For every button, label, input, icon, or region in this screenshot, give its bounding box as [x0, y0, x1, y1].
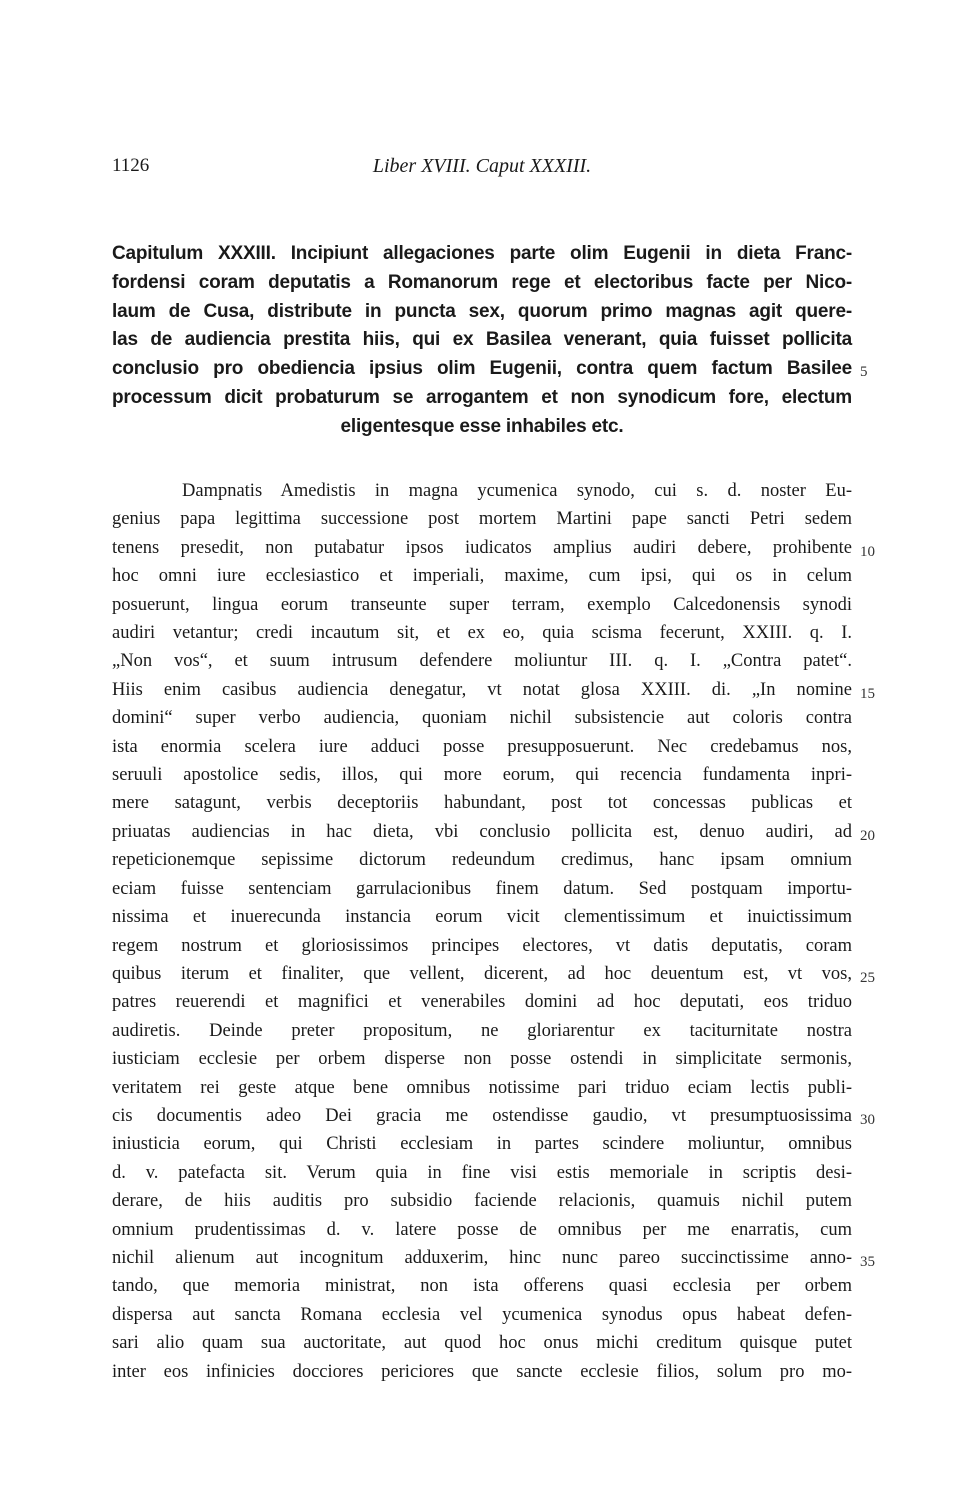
summary-line-wrap	[112, 355, 868, 384]
summary-line: las de audiencia prestita hiis, qui ex Basilea venerant, quia fuisset pollicita	[112, 329, 852, 351]
body-text	[112, 477, 875, 1386]
summary-line: Capitulum XXXIII. Incipiunt allegaciones parte olim Eugenii in dieta Franc-	[112, 243, 852, 264]
margin-line-number: 35	[860, 1253, 875, 1270]
summary-line: conclusio pro obediencia ipsius olim Eugenii, contra quem factum Basilee	[112, 358, 852, 380]
body-line-wrap	[112, 534, 875, 562]
margin-line-number: 15	[860, 685, 875, 702]
page-header	[112, 155, 852, 181]
summary-line: laum de Cusa, distribute in puncta sex, quorum primo magnas agit quere-	[112, 300, 852, 322]
body-line: nissima et inuerecunda instancia eorum vicit clementissimum et inuictissimum	[112, 907, 852, 928]
body-line: genius papa legittima successione post mortem Martini pape sancti Petri sedem	[112, 509, 852, 530]
body-line: audiri vetantur; credi incautum sit, et ex eo, quia scisma fecerunt, XXIII. q. I.	[112, 623, 852, 644]
body-line: iniusticia eorum, qui Christi ecclesiam in partes scindere moliuntur, omnibus	[112, 1134, 852, 1155]
body-line: dispersa aut sancta Romana ecclesia vel ycumenica synodus opus habeat defen-	[112, 1304, 852, 1325]
summary-line: fordensi coram deputatis a Romanorum rege et electoribus facte per Nico-	[112, 271, 852, 293]
body-line: priuatas audiencias in hac dieta, vbi conclusio pollicita est, denuo audiri, ad	[112, 821, 852, 842]
body-line: posuerunt, lingua eorum transeunte super terram, exemplo Calcedonensis synodi	[112, 594, 852, 615]
margin-line-number: 20	[860, 827, 875, 844]
body-line: omnium prudentissimas d. v. latere posse de omnibus per me enarratis, cum	[112, 1219, 852, 1240]
body-line: regem nostrum et gloriosissimos principes electores, vt datis deputatis, coram	[112, 935, 852, 956]
margin-line-number: 30	[860, 1111, 875, 1128]
margin-line-number: 5	[860, 364, 868, 381]
body-line: veritatem rei geste atque bene omnibus notissime pari triduo eciam lectis publi-	[112, 1077, 852, 1098]
body-line: repeticionemque sepissime dictorum redeundum credimus, hanc ipsam omnium	[112, 850, 852, 871]
body-line: eciam fuisse sentenciam garrulacionibus finem datum. Sed postquam importu-	[112, 878, 852, 899]
body-line: Hiis enim casibus audiencia denegatur, vt notat glosa XXIII. di. „In nomine	[112, 679, 852, 700]
margin-line-number: 25	[860, 969, 875, 986]
body-line-wrap	[112, 1244, 875, 1272]
body-line: seruuli apostolice sedis, illos, qui more eorum, qui recencia fundamenta inpri-	[112, 765, 852, 786]
chapter-summary	[112, 240, 868, 442]
body-line: derare, de hiis auditis pro subsidio faciende relacionis, quamuis nichil putem	[112, 1191, 852, 1212]
body-line: cis documentis adeo Dei gracia me ostendisse gaudio, vt presumptuosissima	[112, 1105, 852, 1126]
body-line: nichil alienum aut incognitum adduxerim, hinc nunc pareo succinctissime anno-	[112, 1247, 852, 1268]
body-line: audiretis. Deinde preter propositum, ne gloriarentur ex taciturnitate nostra	[112, 1020, 852, 1041]
body-line: tando, que memoria ministrat, non ista offerens quasi ecclesia per orbem	[112, 1276, 852, 1297]
body-line: patres reuerendi et magnifici et venerabiles domini ad hoc deputati, eos triduo	[112, 992, 852, 1013]
body-line: d. v. patefacta sit. Verum quia in fine visi estis memoriale in scriptis desi-	[112, 1162, 852, 1183]
body-line: hoc omni iure ecclesiastico et imperiali, maxime, cum ipsi, qui os in celum	[112, 566, 852, 587]
summary-line: eligentesque esse inhabiles etc.	[340, 415, 624, 437]
margin-line-number: 10	[860, 543, 875, 560]
page-number: 1126	[112, 155, 150, 176]
body-line-wrap	[112, 1102, 875, 1130]
body-line: ista enormia scelera iure adduci posse presupposuerunt. Nec credebamus nos,	[112, 736, 852, 757]
body-line-wrap	[112, 676, 875, 704]
body-line: inter eos infinicies docciores periciores que sancte ecclesie filios, solum pro mo-	[112, 1361, 852, 1382]
running-title: Liber XVIII. Caput XXXIII.	[372, 155, 592, 177]
body-line-wrap	[112, 960, 875, 988]
body-line: domini“ super verbo audiencia, quoniam nichil subsistencie aut coloris contra	[112, 708, 852, 729]
body-line-wrap	[112, 818, 875, 846]
body-line: „Non vos“, et suum intrusum defendere moliuntur III. q. I. „Contra patet“.	[112, 651, 852, 672]
body-line: tenens presedit, non putabatur ipsos iudicatos amplius audiri debere, prohibente	[112, 537, 852, 558]
body-line: mere satagunt, verbis deceptoriis habundant, post tot concessas publicas et	[112, 793, 852, 814]
summary-line: processum dicit probaturum se arrogantem et non synodicum fore, electum	[112, 386, 852, 408]
body-line: Dampnatis Amedistis in magna ycumenica synodo, cui s. d. noster Eu-	[182, 481, 852, 501]
body-line: iusticiam ecclesie per orbem disperse non posse ostendi in simplicitate sermonis,	[112, 1049, 852, 1070]
body-line: quibus iterum et finaliter, que vellent, dicerent, ad hoc deuentum est, vt vos,	[112, 963, 852, 984]
body-line: sari alio quam sua auctoritate, aut quod hoc onus michi creditum quisque putet	[112, 1333, 852, 1354]
